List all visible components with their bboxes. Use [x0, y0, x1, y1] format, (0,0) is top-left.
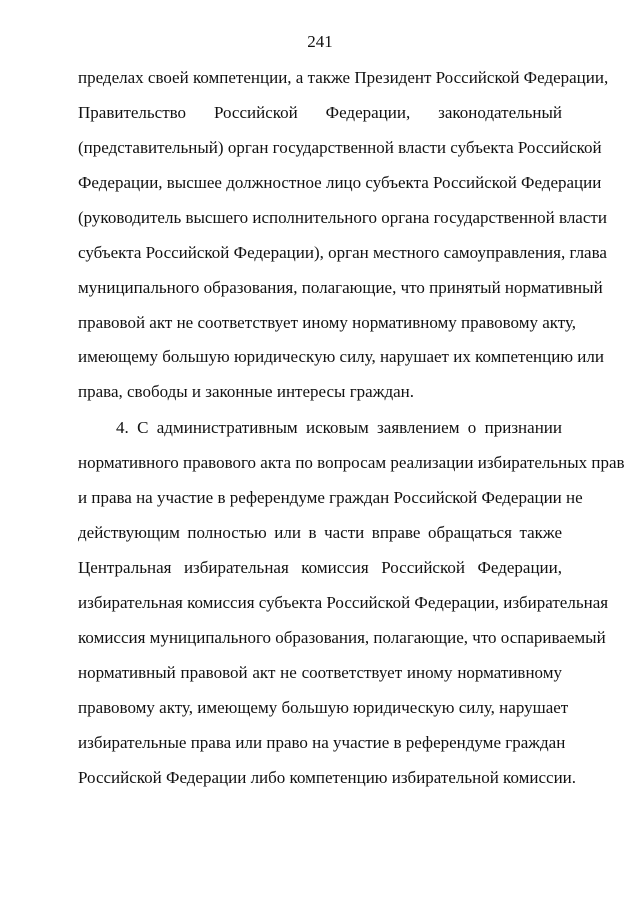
text-line: права, свободы и законные интересы граждан. — [78, 382, 415, 401]
text-line: действующим полностью или в части вправе обращаться также — [78, 523, 562, 542]
text-line: Федерации, высшее должностное лицо субъекта Российской Федерации — [78, 173, 602, 192]
text-line: Центральная избирательная комиссия Российской Федерации, — [78, 558, 562, 577]
text-line: правовому акту, имеющему большую юридическую силу, нарушает — [78, 698, 569, 717]
text-line: комиссия муниципального образования, полагающие, что оспариваемый — [78, 628, 606, 647]
text-line: субъекта Российской Федерации), орган местного самоуправления, глава — [78, 243, 607, 262]
text-line: Правительство Российской Федерации, законодательный — [78, 103, 562, 122]
text-line: имеющему большую юридическую силу, нарушает их компетенцию или — [78, 347, 604, 366]
text-line: избирательные права или право на участие в референдуме граждан — [78, 733, 566, 752]
text-line: избирательная комиссия субъекта Российской Федерации, избирательная — [78, 593, 609, 612]
text-line: пределах своей компетенции, а также Президент Российской Федерации, — [78, 68, 609, 87]
text-line: (представительный) орган государственной власти субъекта Российской — [78, 138, 602, 157]
text-line: 4. С административным исковым заявлением о признании — [116, 418, 562, 437]
text-line: правовой акт не соответствует иному нормативному правовому акту, — [78, 313, 577, 332]
text-line: нормативного правового акта по вопросам реализации избирательных прав — [78, 453, 625, 472]
text-line: (руководитель высшего исполнительного органа государственной власти — [78, 208, 607, 227]
text-line: и права на участие в референдуме граждан Российской Федерации не — [78, 488, 583, 507]
page-number: 241 — [307, 32, 333, 51]
text-line: муниципального образования, полагающие, что принятый нормативный — [78, 278, 603, 297]
text-line: нормативный правовой акт не соответствует иному нормативному — [78, 663, 562, 682]
text-line: Российской Федерации либо компетенцию избирательной комиссии. — [78, 768, 577, 787]
